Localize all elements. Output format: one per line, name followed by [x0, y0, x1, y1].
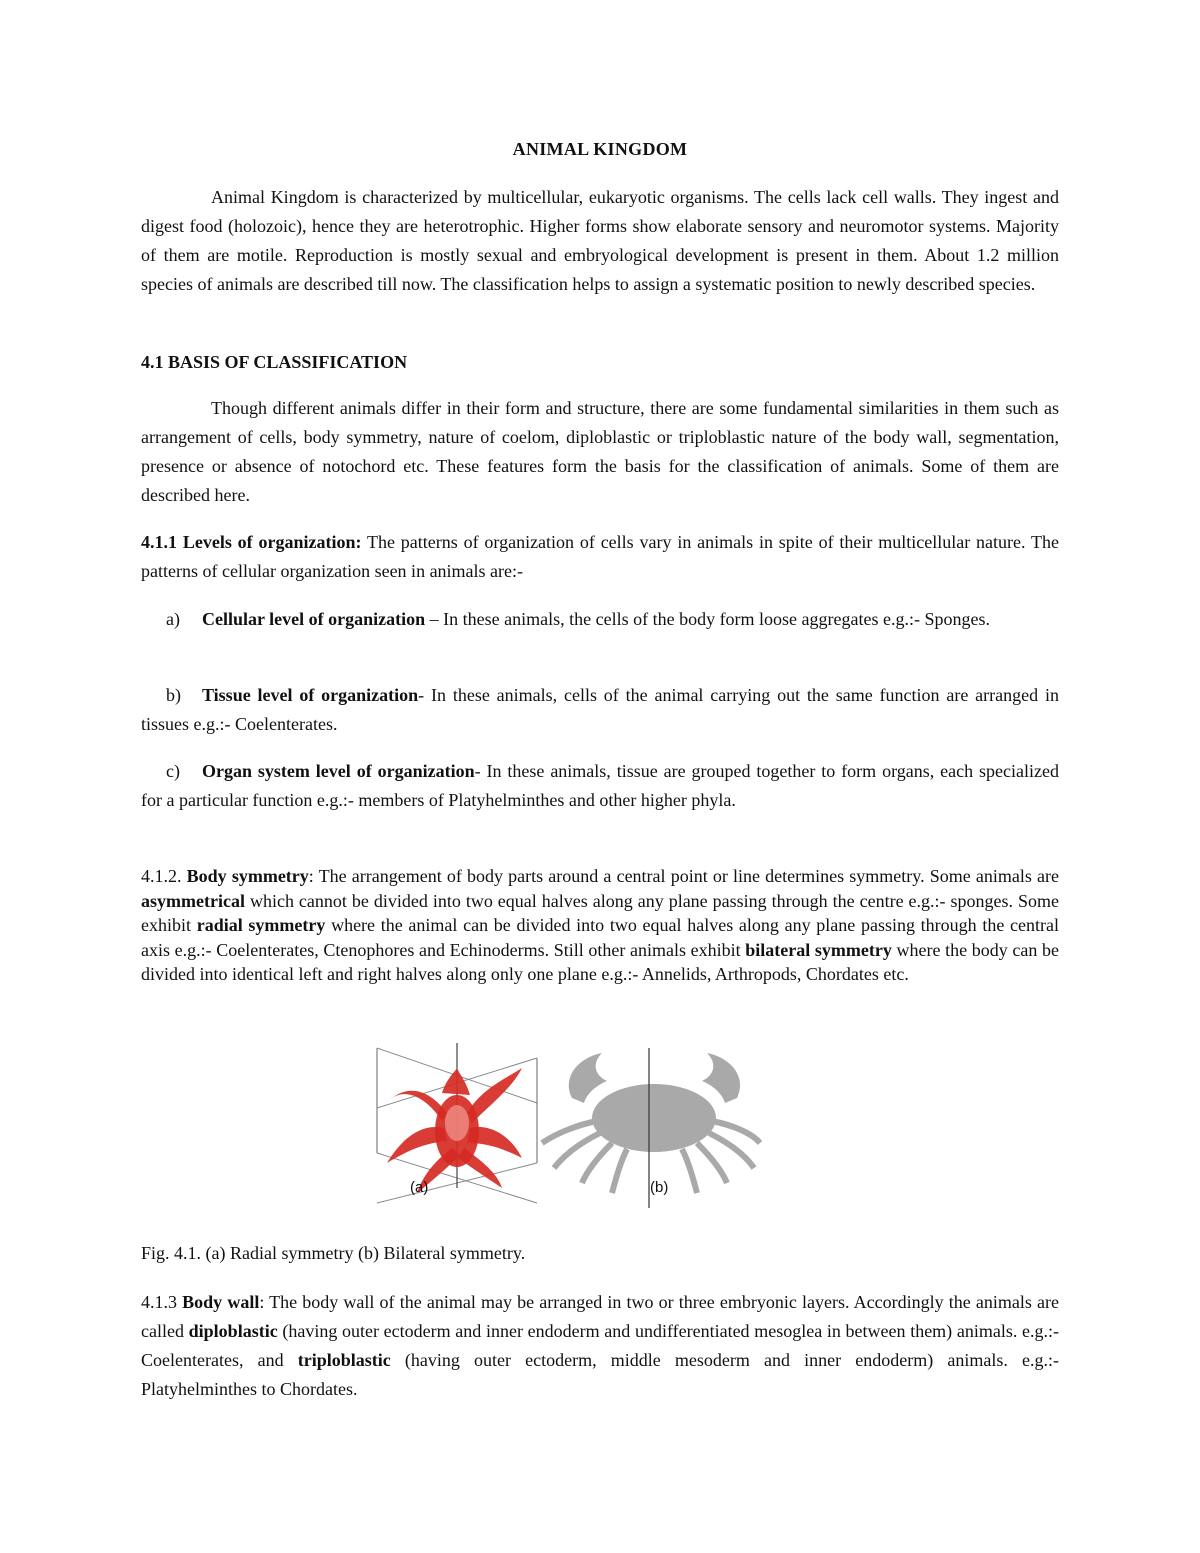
figure-label-b: (b) — [650, 1179, 669, 1196]
list-text: - In these animals, cells of the animal carrying out the same function are arranged in tissues e.g.:- Coelenterates. — [141, 685, 1059, 734]
figure-caption: Fig. 4.1. (a) Radial symmetry (b) Bilateral symmetry. — [141, 1243, 526, 1263]
section-4-1-1-heading: Levels of organization: — [182, 532, 362, 552]
list-term: Tissue level of organization — [202, 685, 419, 705]
section-4-1-3-paragraph — [141, 1288, 1059, 1404]
paragraph-text: (having outer ectoderm, middle mesoderm and inner endoderm) animals. e.g.:- Platyhelminthes to Chordates. — [141, 1350, 1059, 1399]
paragraph-text: which cannot be divided into two equal halves along any plane passing through the centre e.g.:- sponges. Some exhibit — [141, 890, 1059, 935]
list-text: - In these animals, tissue are grouped together to form organs, each specialized for a particular function e.g.:- members of Platyhelminthes and other higher phyla. — [141, 761, 1059, 810]
symmetry-figure — [372, 1043, 762, 1208]
list-item — [141, 757, 1059, 815]
list-marker: a) — [166, 609, 180, 629]
intro-paragraph: Animal Kingdom is characterized by multicellular, eukaryotic organisms. The cells lack cell walls. They ingest and digest food (holozoic), hence they are heterotrophic. Higher forms show elaborate sensory and neuromotor systems. Majority of them are motile. Reproduction is mostly sexual and embryological development is present in them. About 1.2 million species of animals are described till now. The classification helps to assign a systematic position to newly described species. — [141, 187, 1059, 294]
symmetry-illustration — [372, 1043, 762, 1208]
paragraph-text: where the body can be divided into identical left and right halves along only one plane e.g.:- Annelids, Arthropods, Chordates etc. — [141, 939, 1059, 984]
section-4-1-2-paragraph — [141, 864, 1059, 987]
figure-label-a: (a) — [410, 1179, 429, 1196]
section-4-1-1-number: 4.1.1 — [141, 532, 177, 552]
term-bilateral-symmetry: bilateral symmetry — [745, 939, 892, 960]
term-radial-symmetry: radial symmetry — [196, 915, 326, 935]
section-4-1-1-paragraph — [141, 528, 1059, 586]
paragraph-text: : The body wall of the animal may be arranged in two or three embryonic layers. Accordingly the animals are called — [141, 1292, 1060, 1341]
term-asymmetrical: asymmetrical — [141, 890, 245, 911]
section-4-1-heading: 4.1 BASIS OF CLASSIFICATION — [141, 352, 408, 372]
list-term: Organ system level of organization — [202, 761, 475, 781]
paragraph-text: where the animal can be divided into two equal halves along any plane passing through the central axis e.g.:- Coelenterates, Ctenophores and Echinoderms. Still other animals exhibit — [141, 915, 1060, 960]
section-4-1-3-heading: Body wall — [182, 1292, 260, 1312]
radial-symmetry-animal — [377, 1043, 537, 1203]
term-triploblastic: triploblastic — [297, 1350, 391, 1370]
section-4-1-1-text: The patterns of organization of cells vary in animals in spite of their multicellular nature. The patterns of cellular organization seen in animals are:- — [141, 532, 1059, 581]
list-marker: b) — [166, 685, 181, 705]
term-diploblastic: diploblastic — [188, 1321, 278, 1341]
section-4-1-paragraph: Though different animals differ in their form and structure, there are some fundamental similarities in them such as arrangement of cells, body symmetry, nature of coelom, diploblastic or triploblastic nature of the body wall, segmentation, presence or absence of notochord etc. These features form the basis for the classification of animals. Some of them are described here. — [141, 398, 1059, 505]
list-item — [141, 681, 1059, 739]
list-item — [141, 605, 1059, 634]
list-marker: c) — [166, 761, 180, 781]
list-term: Cellular level of organization — [202, 609, 426, 629]
section-4-1-3-number: 4.1.3 — [141, 1292, 177, 1312]
paragraph-text: (having outer ectoderm and inner endoderm and undifferentiated mesoglea in between them) animals. e.g.:- Coelenterates, and — [141, 1321, 1059, 1370]
section-4-1-2-number: 4.1.2. — [141, 866, 182, 886]
page-title: ANIMAL KINGDOM — [512, 139, 688, 159]
section-4-1-2-heading: Body symmetry — [186, 866, 309, 886]
list-text: – In these animals, the cells of the body form loose aggregates e.g.:- Sponges. — [425, 609, 990, 629]
paragraph-text: : The arrangement of body parts around a central point or line determines symmetry. Some animals are — [308, 866, 1059, 886]
